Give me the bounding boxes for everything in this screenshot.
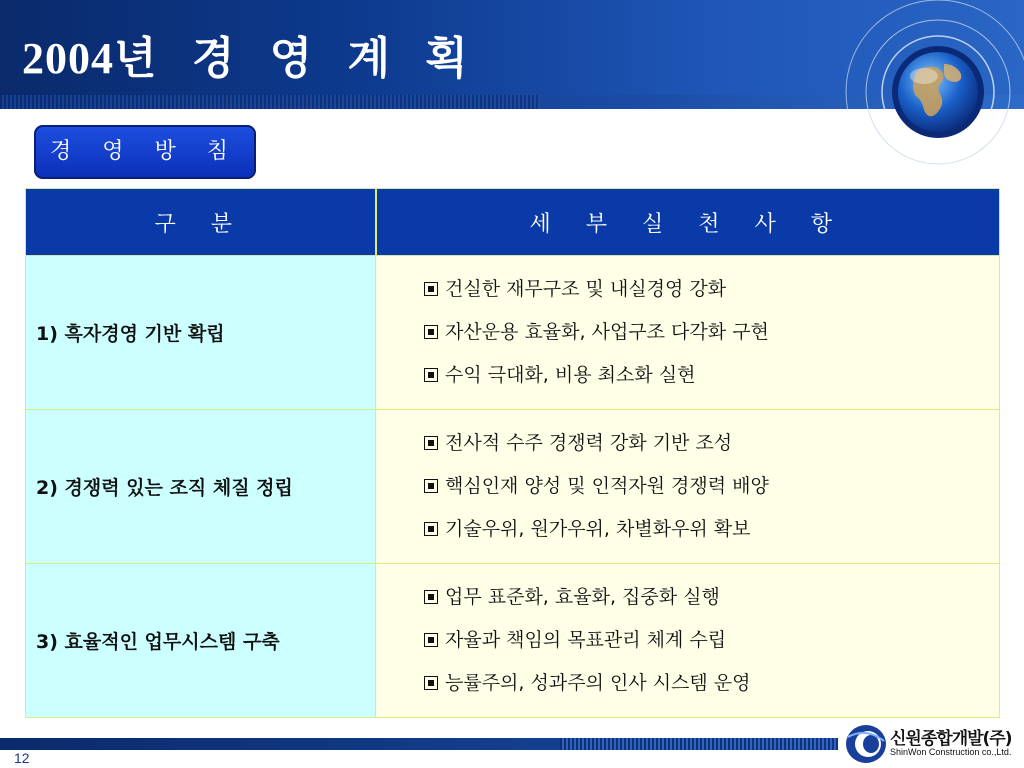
square-bullet-icon (424, 325, 438, 339)
detail-item-text: 업무 표준화, 효율화, 집중화 실행 (445, 586, 720, 608)
management-plan-table (25, 188, 1000, 718)
square-bullet-icon (424, 282, 438, 296)
title-text: 년 경 영 계 획 (114, 33, 478, 84)
detail-item-text: 건실한 재무구조 및 내실경영 강화 (445, 278, 727, 300)
section-label: 경 영 방 침 (34, 125, 256, 179)
detail-item-text: 능률주의, 성과주의 인사 시스템 운영 (445, 672, 751, 694)
detail-item-text: 자산운용 효율화, 사업구조 다각화 구현 (445, 321, 769, 343)
title-year: 2004 (22, 34, 114, 83)
detail-item (424, 465, 999, 508)
page-title (22, 22, 478, 86)
square-bullet-icon (424, 633, 438, 647)
table-row (26, 410, 1000, 564)
category-cell: 2) 경쟁력 있는 조직 체질 정립 (26, 410, 376, 564)
detail-item (424, 662, 999, 705)
footer-stripe-pattern (560, 738, 838, 750)
table-row (26, 256, 1000, 410)
category-cell: 3) 효율적인 업무시스템 구축 (26, 564, 376, 718)
globe-icon (820, 0, 1024, 200)
detail-item (424, 619, 999, 662)
details-cell (376, 256, 1000, 410)
detail-item (424, 422, 999, 465)
square-bullet-icon (424, 676, 438, 690)
header-stripe-pattern (0, 95, 540, 109)
details-cell (376, 564, 1000, 718)
square-bullet-icon (424, 522, 438, 536)
detail-item-text: 전사적 수주 경쟁력 강화 기반 조성 (445, 432, 733, 454)
page-number: 12 (14, 750, 30, 766)
detail-item-text: 자율과 책임의 목표관리 체계 수립 (445, 629, 727, 651)
square-bullet-icon (424, 590, 438, 604)
square-bullet-icon (424, 436, 438, 450)
detail-item (424, 311, 999, 354)
table-header-row (26, 189, 1000, 256)
company-logo (838, 720, 1024, 768)
company-logo-icon (844, 723, 888, 765)
company-name-korean: 신원종합개발(주) (890, 729, 1012, 749)
details-cell (376, 410, 1000, 564)
column-header-category: 구 분 (26, 189, 376, 256)
table-row (26, 564, 1000, 718)
square-bullet-icon (424, 368, 438, 382)
detail-item-text: 수익 극대화, 비용 최소화 실현 (445, 364, 696, 386)
detail-item-text: 핵심인재 양성 및 인적자원 경쟁력 배양 (445, 475, 769, 497)
detail-item (424, 508, 999, 551)
square-bullet-icon (424, 479, 438, 493)
detail-item (424, 576, 999, 619)
detail-item (424, 268, 999, 311)
detail-item-text: 기술우위, 원가우위, 차별화우위 확보 (445, 518, 751, 540)
column-header-details: 세 부 실 천 사 항 (376, 189, 1000, 256)
detail-item (424, 354, 999, 397)
company-name-english: ShinWon Construction co.,Ltd. (890, 747, 1012, 757)
category-cell: 1) 흑자경영 기반 확립 (26, 256, 376, 410)
